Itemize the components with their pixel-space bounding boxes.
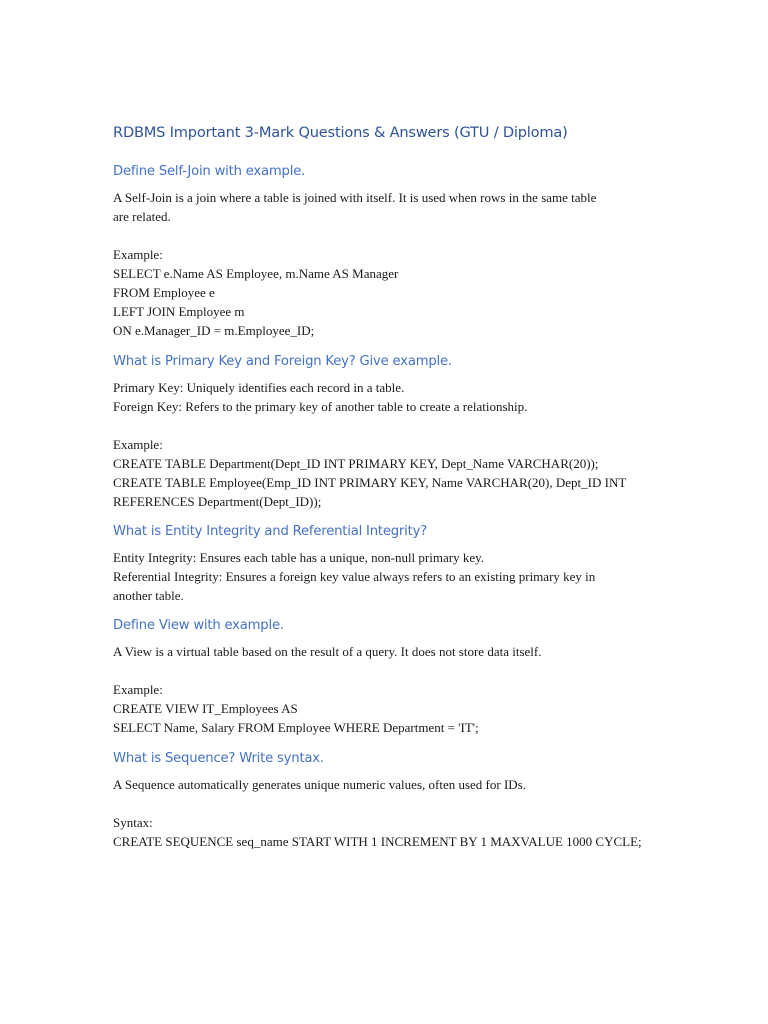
section-body [113, 548, 673, 605]
section-heading: What is Sequence? Write syntax. [113, 751, 324, 766]
code-line: CREATE SEQUENCE seq_name START WITH 1 INCREMENT BY 1 MAXVALUE 1000 CYCLE; [113, 834, 642, 849]
code-line: LEFT JOIN Employee m [113, 304, 245, 319]
section-sequence [113, 749, 673, 851]
body-line: Example: [113, 682, 163, 697]
section-body [113, 775, 673, 851]
body-line: Foreign Key: Refers to the primary key of another table to create a relationship. [113, 399, 528, 414]
section-view [113, 616, 673, 737]
code-line: ON e.Manager_ID = m.Employee_ID; [113, 323, 315, 338]
code-line: SELECT Name, Salary FROM Employee WHERE Department = 'IT'; [113, 720, 479, 735]
section-heading: Define View with example. [113, 618, 284, 633]
body-line: Referential Integrity: Ensures a foreign key value always refers to an existing primary key in [113, 569, 596, 584]
section-self-join [113, 162, 673, 340]
blank-line [113, 794, 673, 813]
code-line: FROM Employee e [113, 285, 215, 300]
section-body [113, 378, 673, 511]
body-line: Example: [113, 437, 163, 452]
body-line: another table. [113, 588, 184, 603]
code-line: CREATE TABLE Employee(Emp_ID INT PRIMARY KEY, Name VARCHAR(20), Dept_ID INT [113, 475, 627, 490]
document-title: RDBMS Important 3-Mark Questions & Answers (GTU / Diploma) [113, 124, 568, 141]
body-line: are related. [113, 209, 171, 224]
code-line: CREATE TABLE Department(Dept_ID INT PRIMARY KEY, Dept_Name VARCHAR(20)); [113, 456, 599, 471]
body-line: A Sequence automatically generates unique numeric values, often used for IDs. [113, 777, 526, 792]
blank-line [113, 661, 673, 680]
code-line: SELECT e.Name AS Employee, m.Name AS Manager [113, 266, 399, 281]
body-line: Example: [113, 247, 163, 262]
section-primary-foreign-key [113, 352, 673, 511]
section-heading: What is Entity Integrity and Referential Integrity? [113, 524, 427, 539]
body-line: Syntax: [113, 815, 153, 830]
section-integrity [113, 522, 673, 605]
section-body [113, 642, 673, 737]
body-line: A Self-Join is a join where a table is joined with itself. It is used when rows in the same table [113, 190, 597, 205]
blank-line [113, 416, 673, 435]
section-body [113, 188, 673, 340]
code-line: REFERENCES Department(Dept_ID)); [113, 494, 322, 509]
body-line: A View is a virtual table based on the result of a query. It does not store data itself. [113, 644, 542, 659]
section-heading: What is Primary Key and Foreign Key? Give example. [113, 354, 452, 369]
body-line: Primary Key: Uniquely identifies each record in a table. [113, 380, 405, 395]
blank-line [113, 226, 673, 245]
body-line: Entity Integrity: Ensures each table has a unique, non-null primary key. [113, 550, 484, 565]
section-heading: Define Self-Join with example. [113, 164, 306, 179]
code-line: CREATE VIEW IT_Employees AS [113, 701, 298, 716]
